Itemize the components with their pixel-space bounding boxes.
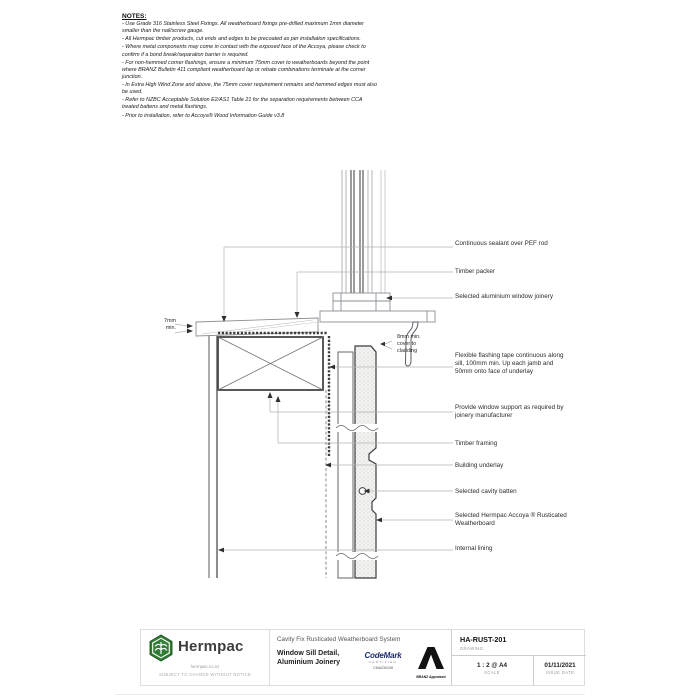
issue-date-label: ISSUE DATE xyxy=(545,670,575,675)
weatherboard xyxy=(355,346,376,578)
brand-website: hermpac.co.nz xyxy=(190,664,220,669)
drawing-number-row xyxy=(451,630,586,656)
system-title: Cavity Fix Rusticated Weatherboard System xyxy=(277,636,401,643)
note-item: - Refer to NZBC Acceptable Solution E2/AS1 Table 21 for the separation requirements between CCA treated battens and metal flashings. xyxy=(122,97,378,111)
scale-label: SCALE xyxy=(484,670,500,675)
notes-title: NOTES: xyxy=(122,13,147,20)
page-edge-line xyxy=(115,694,585,695)
scale-date-row xyxy=(451,656,586,685)
annotation-gap-left: 7mm min. xyxy=(164,318,176,331)
aluminium-frame xyxy=(320,293,435,366)
detail-title: Window Sill Detail, Aluminium Joinery xyxy=(277,650,341,666)
internal-lining xyxy=(209,336,217,578)
scale-cell xyxy=(451,656,534,685)
support-block xyxy=(218,337,323,390)
annotation-cover-cladding: 8mm min. cover to cladding xyxy=(397,334,421,354)
brand-name: Hermpac xyxy=(178,638,244,655)
brand-disclaimer: SUBJECT TO CHANGE WITHOUT NOTICE xyxy=(158,672,252,677)
branz-logo: BRANZ Appraised xyxy=(415,647,447,679)
title-cell xyxy=(269,630,452,685)
glazing-lines xyxy=(342,170,385,300)
note-item: - Use Grade 316 Stainless Steel Fixings. All weatherboard fixings pre-drilled maximum 1mm diameter smaller than the nail/screw gauge. xyxy=(122,21,378,35)
label-building-underlay: Building underlay xyxy=(455,462,504,469)
notes-list xyxy=(122,21,378,120)
title-block xyxy=(140,629,585,686)
note-item: - Prior to installation, refer to Accoya® Wood Information Guide v3.8 xyxy=(122,113,378,120)
notes-block xyxy=(122,13,378,121)
label-flashing-tape: Flexible flashing tape continuous along sill, 100mm min. Up each jamb and 50mm onto face of underlay xyxy=(455,352,564,376)
label-weatherboard: Selected Hermpac Accoya ® Rusticated Weatherboard xyxy=(455,512,567,528)
note-item: - In Extra High Wind Zone and above, the 75mm cover requirement remains and hemmed edges must also be used. xyxy=(122,82,378,96)
label-joinery: Selected aluminium window joinery xyxy=(455,293,553,300)
drawing-info-cell xyxy=(451,630,586,685)
brand-cell xyxy=(141,630,270,685)
note-item: - Where metal components may come in contact with the exposed face of the Accoya, please check to confirm if a bond break/separation barrier is required. xyxy=(122,44,378,58)
note-item: - For non-hemmed corner flashings, ensure a minimum 75mm cover to weatherboards beyond the point where BRANZ Bulletin 411 compliant weatherboard lap or rebate combinations terminate at the corner junction. xyxy=(122,60,378,81)
scale-value: 1 : 2 @ A4 xyxy=(476,662,508,669)
issue-date-value: 01/11/2021 xyxy=(544,662,576,669)
note-item: - All Hermpac timber products, cut ends and edges to be precoated as per installation specifications. xyxy=(122,36,378,43)
hermpac-logo-icon xyxy=(148,634,174,662)
label-timber-packer: Timber packer xyxy=(455,268,496,275)
drawing-number-label: DRAWING xyxy=(460,646,484,651)
label-sealant: Continuous sealant over PEF rod xyxy=(455,240,548,247)
codemark-logo: CodeMark CERTIFIED CMA230108 xyxy=(364,651,402,670)
label-timber-framing: Timber framing xyxy=(455,440,498,447)
branz-a-icon xyxy=(418,647,444,669)
issue-date-cell xyxy=(534,656,586,685)
label-window-support: Provide window support as required by joinery manufacturer xyxy=(455,404,564,420)
label-cavity-batten: Selected cavity batten xyxy=(455,488,517,495)
drawing-number: HA-RUST-201 xyxy=(460,635,507,644)
label-internal-lining: Internal lining xyxy=(455,545,493,552)
